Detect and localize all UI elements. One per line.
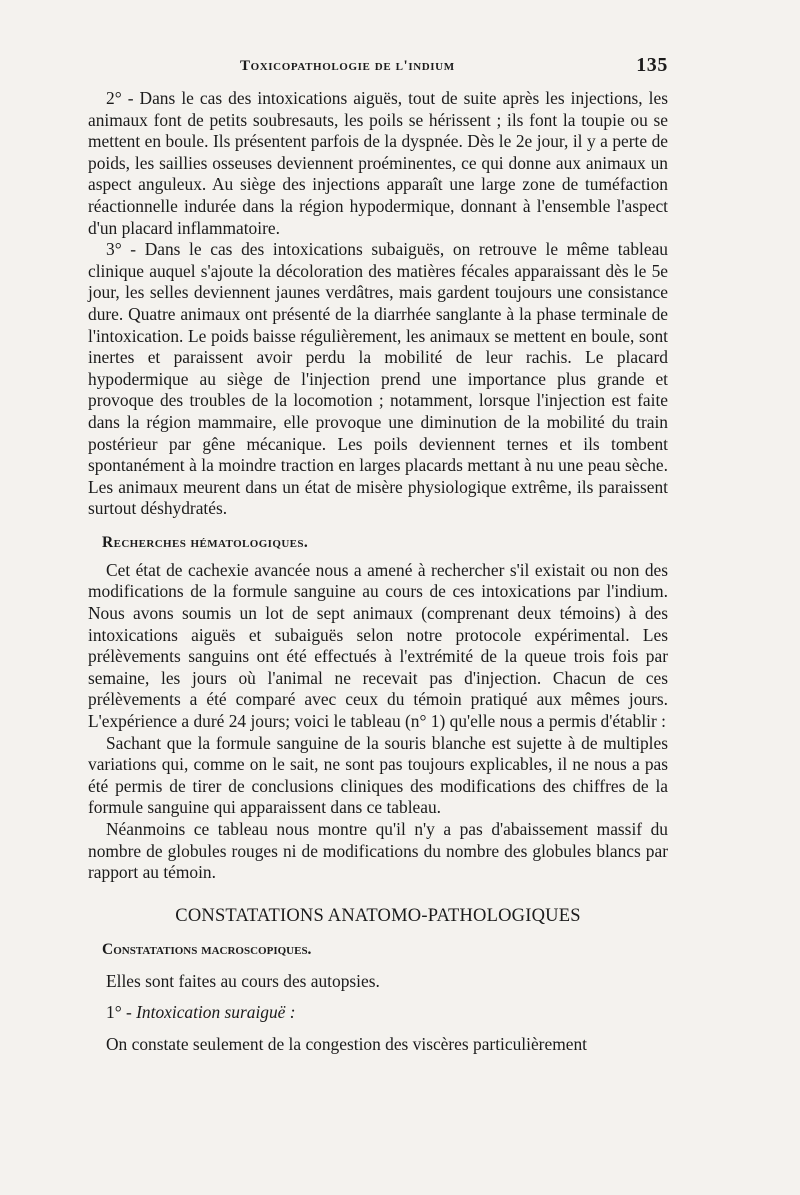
paragraph-blood-study: Cet état de cachexie avancée nous a amené à rechercher s'il existait ou non des modifications de la formule sanguine au cours de ces intoxications par l'indium. Nous avons soumis un lot de sept animaux (comprenant deux témoins) à des intoxications aiguës et subaiguës selon notre protocole expérimental. Les prélèvements sanguins ont été effectués à l'extrémité de la queue trois fois par semaine, les jours où l'animal ne recevait pas d'injection. Chacun de ces prélèvements a été comparé avec ceux du témoin pratiqué aux mêmes jours. L'expérience a duré 24 jours; voici le tableau (n° 1) qu'elle nous a permis d'établir :	[88, 559, 668, 732]
running-title: Toxicopathologie de l'indium	[240, 58, 455, 74]
paragraph-subacute-intoxication: 3° - Dans le cas des intoxications subaiguës, on retrouve le même tableau clinique auquel s'ajoute la décoloration des matières fécales apparaissant dès le 5e jour, les selles deviennent jaunes verdâtres, mais gardent toujours une consistance dure. Quatre animaux ont présenté de la diarrhée sanglante à la phase terminale de l'intoxication. Le poids baisse régulièrement, les animaux se mettent en boule, sont inertes et paraissent avoir perdu la mobilité de leur rachis. Le placard hypodermique au siège de l'injection prend une importance plus grande et provoque des troubles de la locomotion ; notamment, lorsque l'injection est faite dans la région mammaire, elle provoque une diminution de la mobilité du train postérieur par gêne mécanique. Les poils deviennent ternes et ils tombent spontanément à la moindre traction en larges placards mettant à nu une peau sèche. Les animaux meurent dans un état de misère physiologique extrême, ils paraissent surtout déshydratés.	[88, 239, 668, 519]
supra-acute-title: Intoxication suraiguë :	[136, 1002, 296, 1023]
section-heading-hematology: Recherches hématologiques.	[102, 533, 309, 551]
paragraph-acute-intoxication: 2° - Dans le cas des intoxications aiguës, tout de suite après les injections, les animaux font de petits soubresauts, les poils se hérissent ; ils font la toupie ou se mettent en boule. Ils présentent parfois de la dyspnée. Dès le 2e jour, il y a perte de poids, les saillies osseuses deviennent proéminentes, ce qui donne aux animaux un aspect anguleux. Au siège des injections apparaît une large zone de tuméfaction réactionnelle indurée dans la région hypodermique, donnant à l'ensemble l'aspect d'un placard inflammatoire.	[88, 88, 668, 238]
paragraph-autopsies: Elles sont faites au cours des autopsies.	[106, 970, 380, 991]
paragraph-supra-acute-heading	[88, 1002, 668, 1024]
paragraph-congestion: On constate seulement de la congestion des viscères particulièrement	[106, 1033, 587, 1054]
subheading-macroscopic: Constatations macroscopiques.	[102, 940, 312, 958]
paragraph-blood-variations: Sachant que la formule sanguine de la souris blanche est sujette à de multiples variations qui, comme on le sait, ne sont pas toujours explicables, il ne nous a pas été permis de tirer de conclusions cliniques des modifications des chiffres de la formule sanguine qui apparaissent dans ce tableau.	[88, 732, 668, 818]
paragraph-blood-conclusion: Néanmoins ce tableau nous montre qu'il n'y a pas d'abaissement massif du nombre de globules rouges ni de modifications du nombre des globules blancs par rapport au témoin.	[88, 819, 668, 883]
page-number: 135	[636, 54, 668, 76]
running-head	[88, 52, 668, 78]
document-page	[88, 52, 668, 1056]
supra-acute-number: 1° -	[106, 1002, 137, 1023]
main-heading-anatomo-pathology: CONSTATATIONS ANATOMO-PATHOLOGIQUES	[175, 905, 581, 926]
